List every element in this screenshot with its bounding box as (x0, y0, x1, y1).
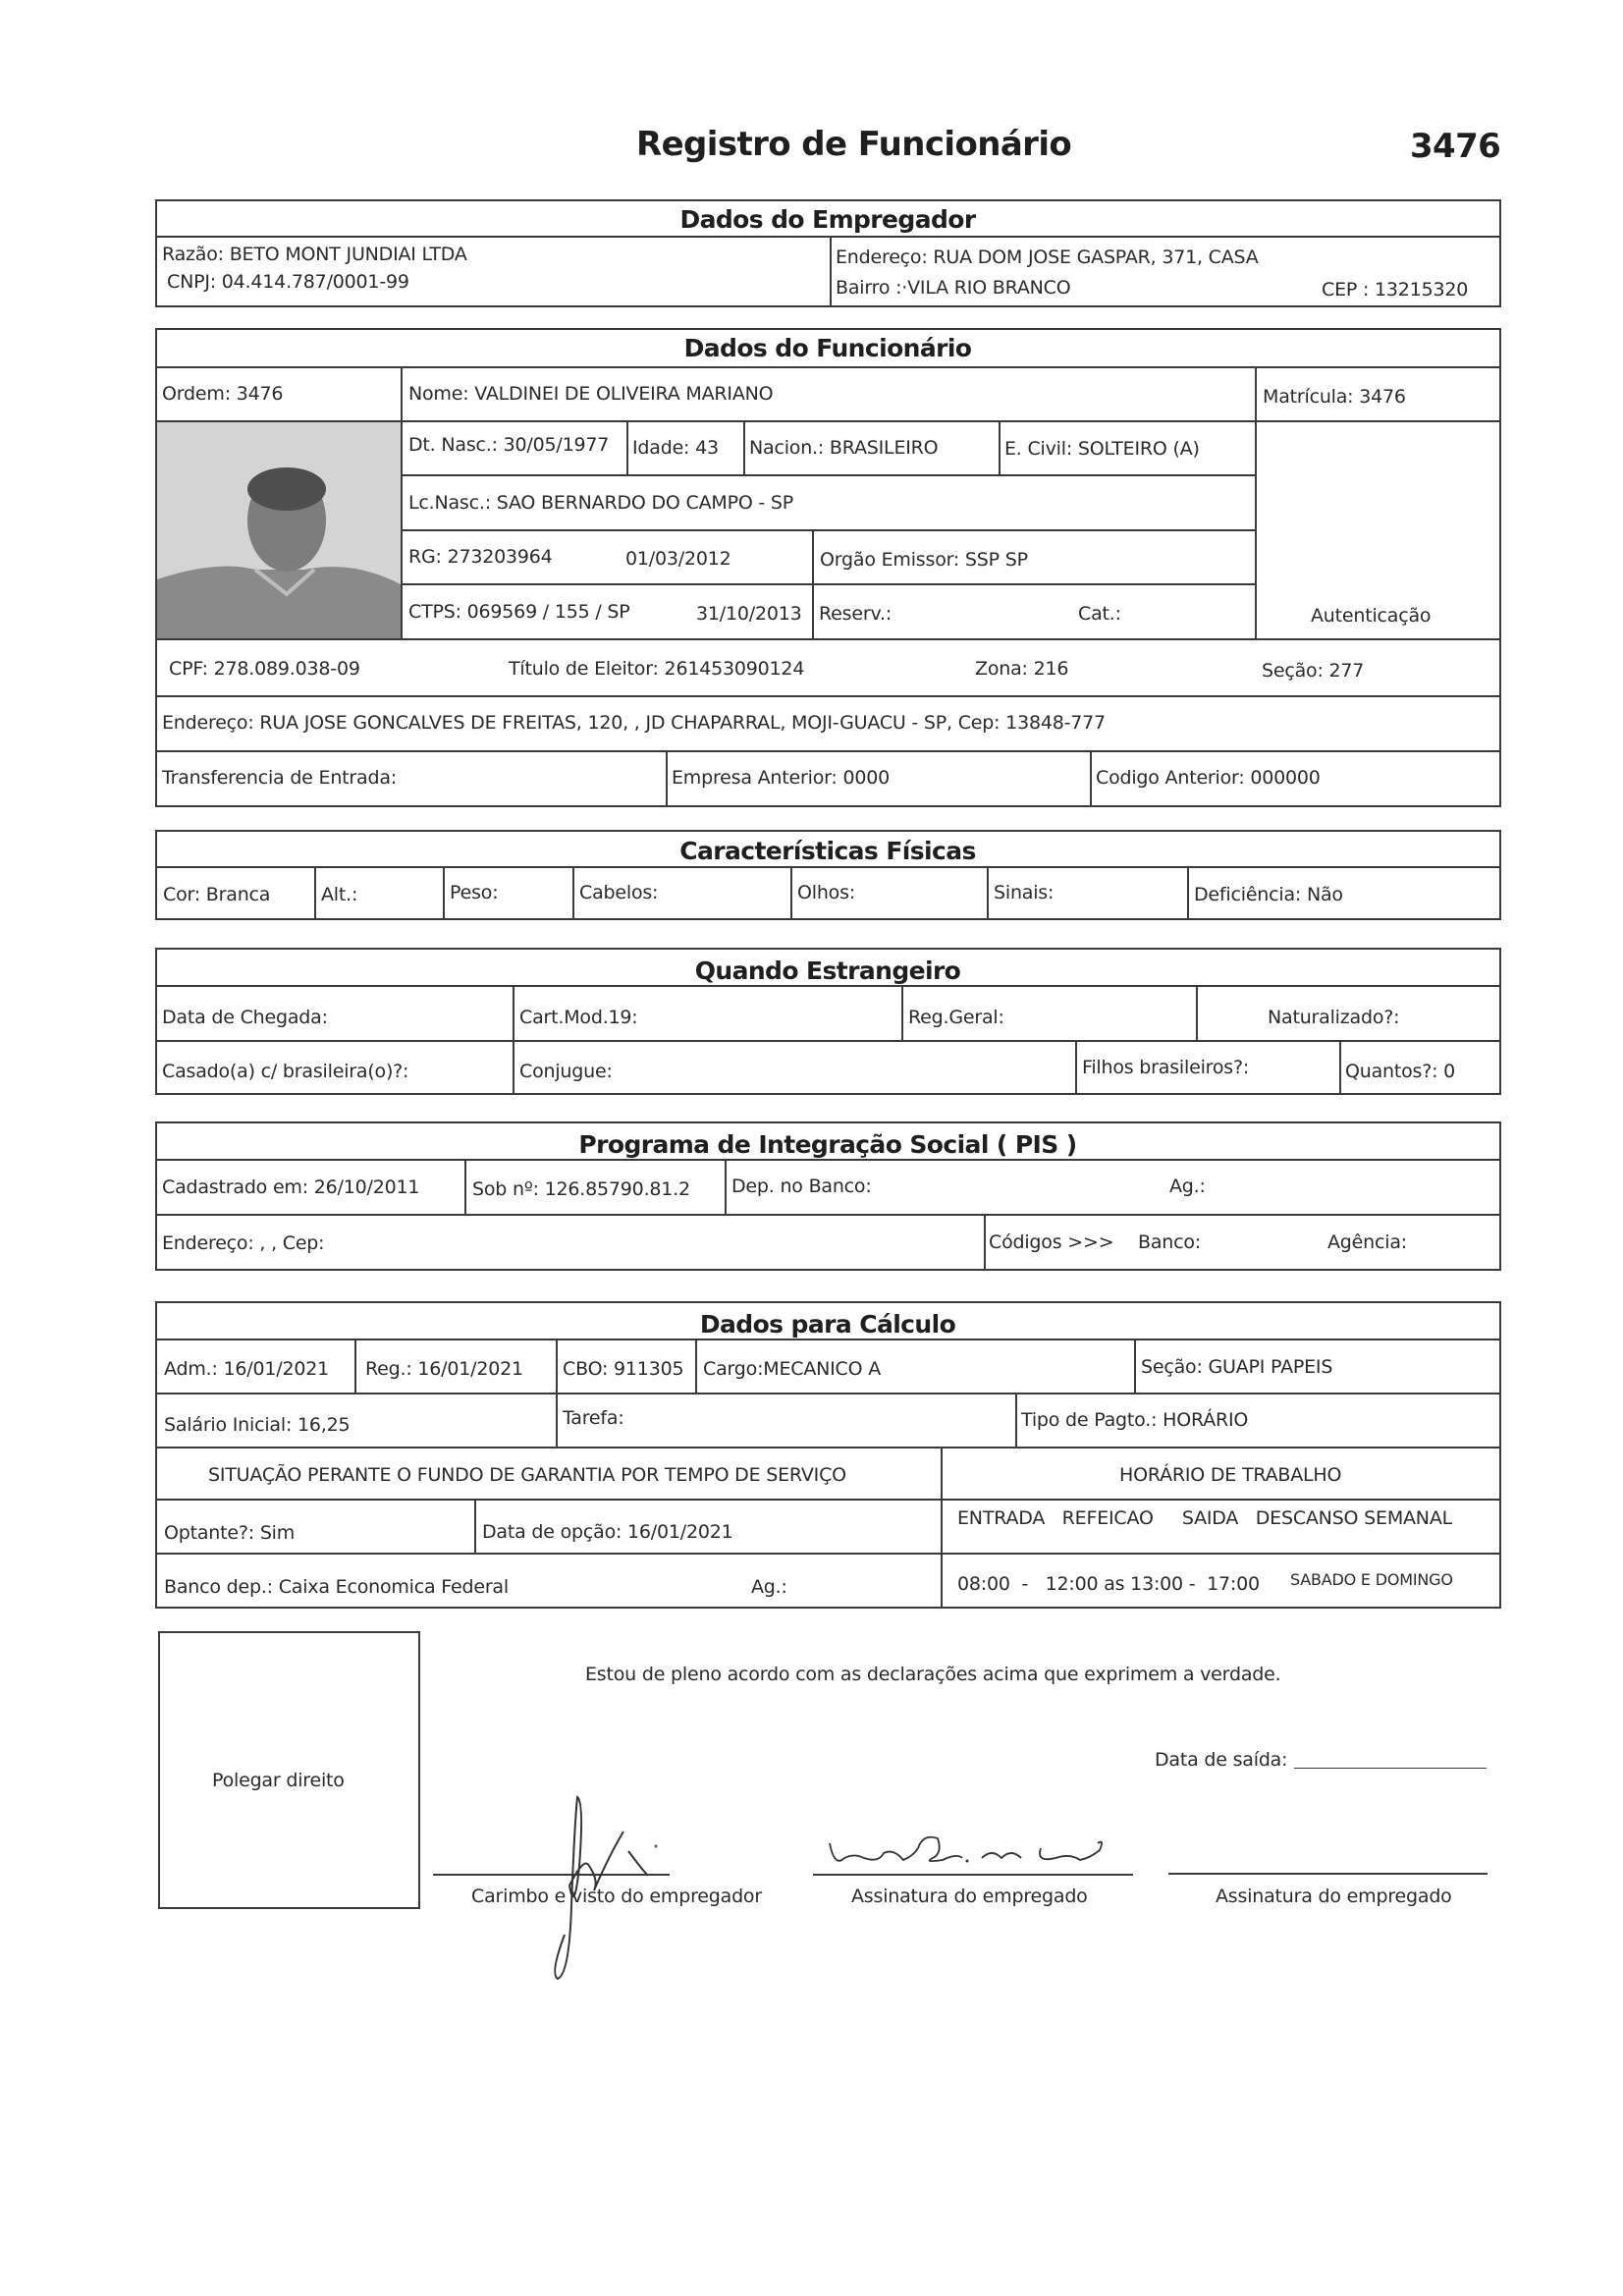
section-title: Quando Estrangeiro (694, 957, 961, 985)
empregador-endereco: Endereço: RUA DOM JOSE GASPAR, 371, CASA (836, 246, 1259, 268)
divider (155, 866, 1501, 868)
divider (695, 1339, 697, 1393)
divider (401, 529, 1256, 531)
pis-agencia-codigo: Agência: (1327, 1231, 1407, 1253)
matricula: Matrícula: 3476 (1263, 386, 1406, 408)
pis-banco-codigo: Banco: (1138, 1231, 1201, 1253)
cnpj: CNPJ: 04.414.787/0001-99 (167, 271, 409, 293)
nome: Nome: VALDINEI DE OLIVEIRA MARIANO (408, 383, 774, 405)
pis-numero: Sob nº: 126.85790.81.2 (472, 1178, 690, 1200)
descanso-semanal: SABADO E DOMINGO (1290, 1570, 1453, 1589)
divider (155, 1040, 1501, 1042)
divider (155, 1159, 1501, 1161)
record-number: 3476 (1410, 127, 1501, 166)
divider (901, 985, 903, 1040)
data-nascimento: Dt. Nasc.: 30/05/1977 (408, 434, 610, 456)
ctps-data: 31/10/2013 (696, 603, 802, 625)
divider (1090, 750, 1092, 807)
divider (941, 1447, 943, 1609)
reservista: Reserv.: (819, 603, 893, 625)
empregador-cep: CEP : 13215320 (1322, 279, 1469, 301)
orgao-emissor: Orgão Emissor: SSP SP (820, 549, 1028, 571)
local-nascimento: Lc.Nasc.: SAO BERNARDO DO CAMPO - SP (408, 492, 794, 514)
divider (626, 420, 628, 474)
horario-colunas: ENTRADA REFEICAO SAIDA DESCANSO SEMANAL (957, 1507, 1452, 1529)
olhos: Olhos: (797, 882, 856, 903)
registro-geral: Reg.Geral: (908, 1007, 1004, 1028)
divider (155, 1553, 1501, 1555)
titulo-eleitor: Título de Eleitor: 261453090124 (509, 658, 805, 680)
tipo-pagamento: Tipo de Pagto.: HORÁRIO (1021, 1409, 1249, 1431)
divider (999, 420, 1001, 474)
divider (1187, 866, 1189, 920)
divider (1075, 1040, 1077, 1095)
divider (155, 1393, 1501, 1394)
signature-line-employee-2 (1168, 1873, 1488, 1875)
sinais: Sinais: (994, 882, 1055, 903)
naturalizado: Naturalizado?: (1268, 1007, 1400, 1028)
pis-endereco: Endereço: , , Cep: (162, 1232, 325, 1254)
altura: Alt.: (321, 884, 358, 905)
divider (743, 420, 745, 474)
data-saida-label: Data de saída: (1155, 1749, 1288, 1771)
section-title: Dados do Funcionário (683, 334, 972, 362)
divider (155, 1447, 1501, 1449)
divider (155, 695, 1501, 697)
cbo: CBO: 911305 (563, 1358, 684, 1380)
cor: Cor: Branca (163, 884, 271, 905)
razao-social: Razão: BETO MONT JUNDIAI LTDA (162, 244, 467, 265)
divider (401, 583, 1256, 585)
zona: Zona: 216 (975, 658, 1069, 680)
person-photo-icon (157, 422, 401, 639)
divider (155, 1499, 1501, 1501)
codigo-anterior: Codigo Anterior: 000000 (1096, 767, 1321, 789)
divider (155, 236, 1501, 238)
pis-agencia: Ag.: (1169, 1175, 1206, 1197)
categoria: Cat.: (1078, 603, 1121, 625)
empresa-anterior: Empresa Anterior: 0000 (672, 767, 891, 789)
employer-signature-icon (530, 1787, 687, 1984)
cargo: Cargo:MECANICO A (703, 1358, 882, 1380)
employee-signature-icon (825, 1829, 1139, 1878)
divider (354, 1339, 356, 1393)
peso: Peso: (450, 882, 499, 903)
pis-cadastrado: Cadastrado em: 26/10/2011 (162, 1176, 420, 1198)
quantos-filhos: Quantos?: 0 (1345, 1061, 1456, 1082)
divider (474, 1499, 476, 1553)
section-title: Características Físicas (679, 837, 976, 865)
secao-trabalho: Seção: GUAPI PAPEIS (1141, 1356, 1333, 1378)
deficiencia: Deficiência: Não (1194, 884, 1343, 905)
section-title: Programa de Integração Social ( PIS ) (578, 1130, 1077, 1159)
section-title: Dados do Empregador (679, 205, 976, 234)
employee-photo (157, 422, 401, 639)
funcionario-endereco: Endereço: RUA JOSE GONCALVES DE FREITAS, 120, , JD CHAPARRAL, MOJI-GUACU - SP, Cep: 13848-777 (162, 712, 1106, 734)
page-title: Registro de Funcionário (636, 125, 1072, 164)
rg-data: 01/03/2012 (625, 548, 731, 570)
divider (401, 366, 403, 420)
estado-civil: E. Civil: SOLTEIRO (A) (1004, 438, 1200, 460)
divider (155, 638, 1501, 640)
idade: Idade: 43 (632, 437, 719, 459)
admissao: Adm.: 16/01/2021 (164, 1358, 330, 1380)
divider (464, 1159, 466, 1214)
rg: RG: 273203964 (408, 546, 553, 568)
horario-valores: 08:00 - 12:00 as 13:00 - 17:00 (957, 1573, 1260, 1595)
secao-eleitoral: Seção: 277 (1262, 660, 1365, 682)
divider (790, 866, 792, 920)
cpf: CPF: 278.089.038-09 (169, 658, 360, 680)
carteira-modelo-19: Cart.Mod.19: (519, 1007, 638, 1028)
divider (725, 1159, 727, 1214)
empregador-bairro: Bairro :·VILA RIO BRANCO (836, 277, 1071, 299)
polegar-label: Polegar direito (212, 1770, 345, 1791)
nacionalidade: Nacion.: BRASILEIRO (749, 437, 939, 459)
divider (987, 866, 989, 920)
conjugue: Conjugue: (519, 1061, 613, 1082)
tarefa: Tarefa: (563, 1407, 624, 1429)
section-title: Dados para Cálculo (699, 1310, 956, 1339)
fgts-title: SITUAÇÃO PERANTE O FUNDO DE GARANTIA POR TEMPO DE SERVIÇO (208, 1464, 846, 1486)
divider (401, 474, 1256, 476)
salario-inicial: Salário Inicial: 16,25 (164, 1414, 351, 1436)
divider (830, 236, 832, 307)
divider (155, 1214, 1501, 1216)
ordem: Ordem: 3476 (162, 383, 284, 405)
fgts-optante: Optante?: Sim (164, 1522, 296, 1544)
divider (314, 866, 316, 920)
divider (155, 1339, 1501, 1340)
registro: Reg.: 16/01/2021 (365, 1358, 523, 1380)
fgts-data-opcao: Data de opção: 16/01/2021 (482, 1521, 733, 1543)
divider (155, 366, 1501, 368)
divider (984, 1214, 986, 1271)
calculo-box (155, 1301, 1501, 1609)
divider (666, 750, 668, 807)
divider (155, 985, 1501, 987)
declaracao: Estou de pleno acordo com as declarações acima que exprimem a verdade. (585, 1664, 1281, 1685)
divider (1255, 366, 1257, 639)
autenticacao: Autenticação (1311, 605, 1432, 627)
assinatura-label-2: Assinatura do empregado (1216, 1886, 1452, 1907)
filhos-brasileiros: Filhos brasileiros?: (1082, 1057, 1250, 1078)
divider (443, 866, 445, 920)
data-saida-field[interactable] (1294, 1768, 1487, 1769)
data-chegada: Data de Chegada: (162, 1007, 328, 1028)
divider (1339, 1040, 1341, 1095)
pis-dep-banco: Dep. no Banco: (731, 1175, 872, 1197)
divider (1196, 985, 1198, 1040)
ctps: CTPS: 069569 / 155 / SP (408, 601, 630, 623)
divider (1134, 1339, 1136, 1393)
banco-agencia: Ag.: (751, 1576, 787, 1598)
banco-deposito: Banco dep.: Caixa Economica Federal (164, 1576, 509, 1598)
divider (572, 866, 574, 920)
pis-codigos: Códigos >>> (989, 1231, 1114, 1253)
divider (1015, 1393, 1017, 1447)
assinatura-label-1: Assinatura do empregado (851, 1886, 1088, 1907)
cabelos: Cabelos: (579, 882, 659, 903)
divider (155, 750, 1501, 752)
transferencia-entrada: Transferencia de Entrada: (162, 767, 397, 789)
horario-title: HORÁRIO DE TRABALHO (1119, 1464, 1342, 1486)
casado-brasileira: Casado(a) c/ brasileira(o)?: (162, 1061, 409, 1082)
carimbo-label: Carimbo e visto do empregador (471, 1886, 762, 1907)
